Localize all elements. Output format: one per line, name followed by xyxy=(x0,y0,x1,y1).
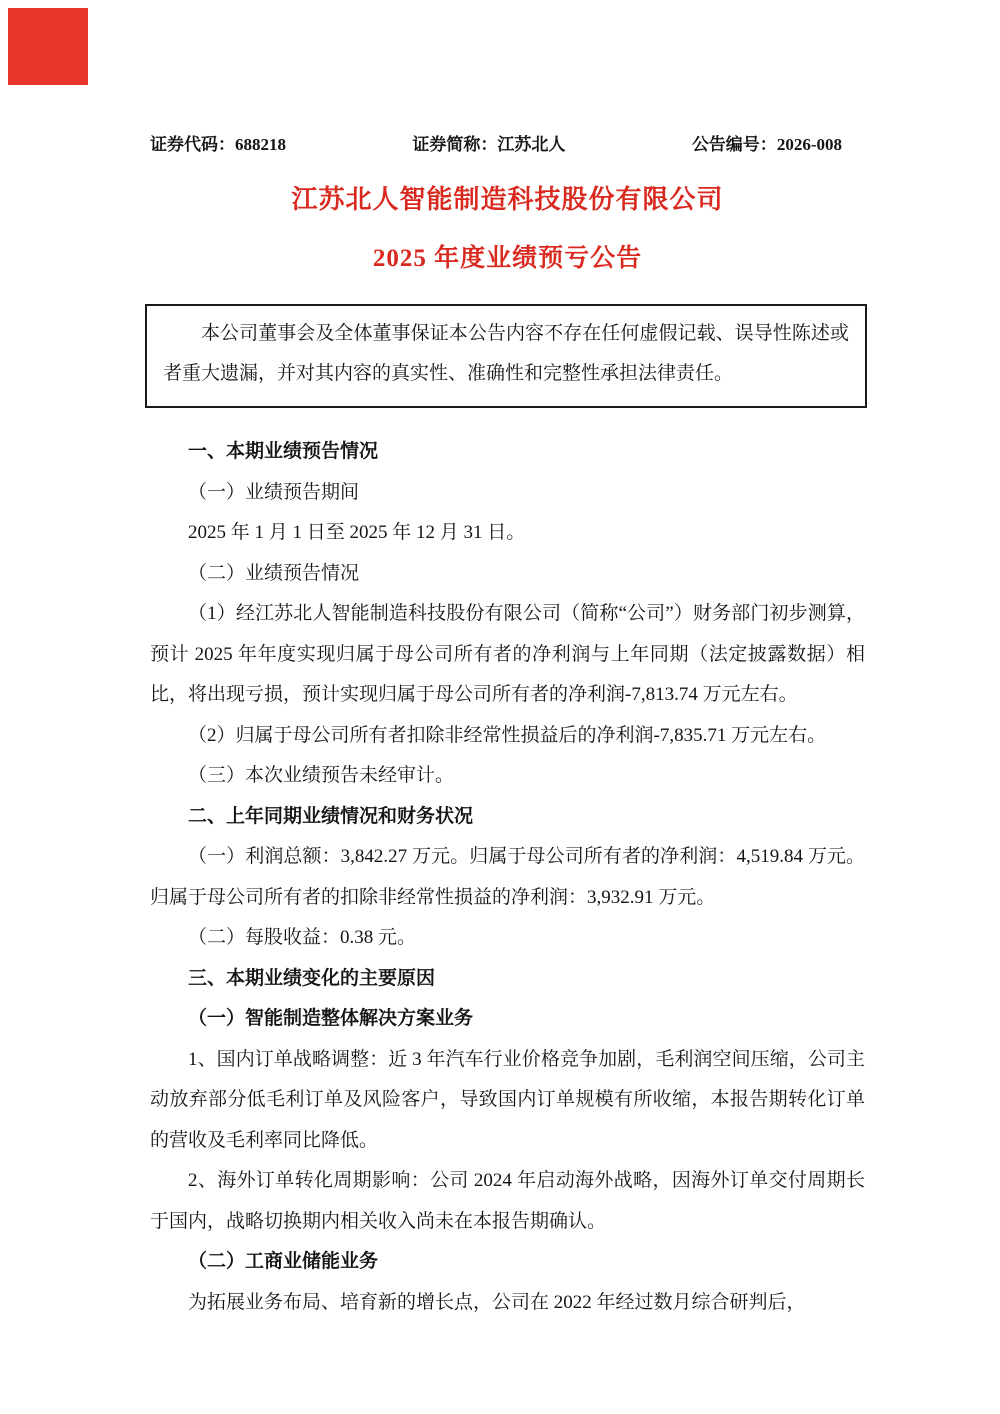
disclaimer-text: 本公司董事会及全体董事保证本公告内容不存在任何虚假记载、误导性陈述或者重大遗漏，并对其内容的真实性、准确性和完整性承担法律责任。 xyxy=(163,323,849,384)
forecast-detail-2: （2）归属于母公司所有者扣除非经常性损益后的净利润-7,835.71 万元左右。 xyxy=(188,724,827,746)
red-corner-marker xyxy=(8,8,88,85)
prior-year-figures: （一）利润总额：3,842.27 万元。归属于母公司所有者的净利润：4,519.84 万元。归属于母公司所有者的扣除非经常性损益的净利润：3,932.91 万元。 xyxy=(150,846,865,908)
company-title: 江苏北人智能制造科技股份有限公司 xyxy=(291,185,724,214)
announcement-no-field xyxy=(692,130,842,155)
disclaimer-box xyxy=(145,304,867,408)
reason-1: 1、国内订单战略调整：近 3 年汽车行业价格竞争加剧，毛利润空间压缩，公司主动放弃部分低毛利订单及风险客户，导致国内订单规模有所收缩，本报告期转化订单的营收及毛利率同比降低。 xyxy=(150,1048,865,1151)
stock-name-value: 江苏北人 xyxy=(497,135,566,154)
announcement-title: 2025 年度业绩预亏公告 xyxy=(372,245,643,272)
section-2-heading: 二、上年同期业绩情况和财务状况 xyxy=(188,805,474,827)
section-1-heading: 一、本期业绩预告情况 xyxy=(188,441,379,462)
reason-2: 2、海外订单转化周期影响：公司 2024 年启动海外战略，因海外订单交付周期长于国内，战略切换期内相关收入尚未在本报告期确认。 xyxy=(150,1170,865,1232)
stock-name-field xyxy=(412,130,565,155)
section-3-heading: 三、本期业绩变化的主要原因 xyxy=(188,967,436,989)
storage-intro: 为拓展业务布局、培育新的增长点，公司在 2022 年经过数月综合研判后， xyxy=(188,1291,806,1313)
document-body xyxy=(150,432,865,1323)
announcement-no-label: 公告编号： xyxy=(691,135,777,154)
stock-code-field xyxy=(150,130,286,155)
section-1-2-subheading: （二）业绩预告情况 xyxy=(188,562,360,584)
prior-year-eps: （二）每股收益：0.38 元。 xyxy=(188,927,417,948)
forecast-detail-1: （1）经江苏北人智能制造科技股份有限公司（简称“公司”）财务部门初步测算，预计 2025 年年度实现归属于母公司所有者的净利润与上年同期（法定披露数据）相比，将出现亏损，预计实现归属于母公司所有者的净利润-7,813.74 万元左右。 xyxy=(150,603,865,705)
stock-name-label: 证券简称： xyxy=(412,135,498,154)
section-1-1-subheading: （一）业绩预告期间 xyxy=(188,481,360,503)
document-content xyxy=(150,130,865,1323)
announcement-no-value: 2026-008 xyxy=(776,135,842,154)
section-1-3-subheading: （三）本次业绩预告未经审计。 xyxy=(188,765,455,786)
section-3-1-subheading: （一）智能制造整体解决方案业务 xyxy=(188,1008,474,1029)
stock-code-label: 证券代码： xyxy=(150,135,235,154)
document-header xyxy=(150,130,842,155)
stock-code-value: 688218 xyxy=(235,135,286,154)
forecast-period: 2025 年 1 月 1 日至 2025 年 12 月 31 日。 xyxy=(188,522,526,543)
section-3-2-subheading: （二）工商业储能业务 xyxy=(188,1251,379,1272)
